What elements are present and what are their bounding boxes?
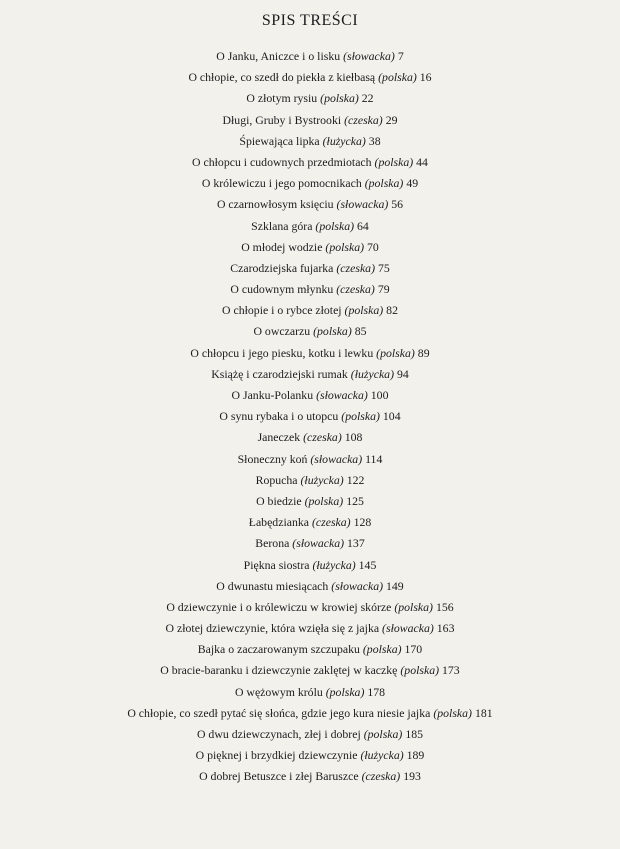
- toc-entry-title: Książę i czarodziejski rumak: [211, 366, 348, 381]
- toc-entry-title: Janeczek: [257, 430, 301, 445]
- toc-entry-origin: (słowacka): [292, 536, 345, 551]
- toc-entry-origin: (polska): [304, 493, 344, 508]
- toc-entry-origin: (polska): [320, 91, 359, 106]
- toc-entry-title: Słoneczny koń: [237, 451, 308, 466]
- toc-entry-title: Berona: [255, 536, 290, 551]
- toc-entry-title: O chłopie, co szedł do piekła z kiełbasą: [188, 70, 376, 85]
- toc-entry-title: O dwunastu miesiącach: [216, 578, 329, 593]
- toc-entry-origin: (łużycka): [322, 133, 366, 148]
- toc-entry: [0, 300, 620, 321]
- toc-entry-origin: (polska): [433, 705, 472, 720]
- toc-entry-page-number: 100: [370, 388, 389, 402]
- toc-entry-title: Bajka o zaczarowanym szczupaku: [197, 642, 360, 657]
- toc-entry: [0, 321, 620, 342]
- toc-entry-page-number: 137: [347, 536, 365, 551]
- toc-entry-page-number: 44: [416, 154, 428, 169]
- toc-entry-title: O dobrej Betuszce i złej Baruszce: [199, 769, 359, 784]
- toc-entry: [0, 110, 620, 131]
- toc-entry-origin: (polska): [374, 154, 414, 169]
- toc-entry-page-number: 114: [365, 451, 383, 466]
- toc-entry-title: Ropucha: [255, 472, 298, 487]
- toc-entry-page-number: 64: [357, 218, 369, 233]
- toc-entry-origin: (czeska): [336, 260, 376, 275]
- toc-entry-origin: (polska): [400, 663, 440, 678]
- page-title: SPIS TREŚCI: [261, 12, 359, 29]
- toc-entry-origin: (łużycka): [312, 557, 356, 572]
- toc-entry-page-number: 178: [367, 684, 386, 699]
- toc-entry: [0, 449, 620, 470]
- toc-entry-title: O Janku, Aniczce i o lisku: [216, 49, 341, 63]
- toc-entry-origin: (polska): [363, 727, 403, 741]
- toc-entry-title: O bracie-baranku i dziewczynie zaklętej w kaczkę: [160, 663, 398, 678]
- toc-entry: [0, 194, 620, 215]
- toc-entry: [0, 766, 620, 787]
- toc-entry-origin: (czeska): [336, 282, 375, 297]
- toc-entry-title: Piękna siostra: [243, 557, 310, 572]
- toc-entry-origin: (polska): [394, 599, 433, 614]
- toc-entry: [0, 279, 620, 300]
- toc-entry-page-number: 29: [385, 112, 398, 127]
- toc-entry-page-number: 156: [435, 599, 454, 614]
- toc-entry-title: O młodej wodzie: [241, 239, 323, 254]
- toc-entry-origin: (czeska): [303, 430, 342, 445]
- toc-entry-origin: (polska): [313, 324, 352, 339]
- toc-entry: [0, 385, 620, 406]
- toc-entry-origin: (czeska): [344, 112, 383, 127]
- toc-entry-origin: (słowacka): [316, 388, 368, 402]
- toc-entry: [0, 533, 620, 554]
- toc-entry-page-number: 125: [346, 493, 364, 508]
- toc-entry-origin: (polska): [344, 303, 384, 318]
- toc-entry: [0, 660, 620, 681]
- toc-entry-page-number: 173: [442, 663, 460, 678]
- toc-entry-title: Szklana góra: [251, 218, 313, 233]
- toc-entry-title: O chłopie, co szedł pytać się słońca, gdzie jego kura niesie jajka: [127, 705, 431, 720]
- toc-entry: [0, 88, 620, 109]
- toc-entry-page-number: 16: [419, 70, 432, 85]
- toc-entry-page-number: 94: [396, 366, 409, 381]
- toc-entry-origin: (polska): [362, 642, 402, 657]
- toc-entry-title: O dwu dziewczynach, złej i dobrej: [196, 727, 361, 741]
- toc-entry-page-number: 128: [353, 515, 372, 530]
- toc-entry-page-number: 56: [391, 197, 404, 212]
- toc-entry-origin: (polska): [315, 218, 355, 233]
- toc-entry-title: O Janku-Polanku: [231, 388, 314, 402]
- toc-entry: [0, 470, 620, 491]
- toc-entry-page-number: 79: [377, 282, 390, 297]
- toc-entry-title: O chłopie i o rybce złotej: [222, 303, 342, 318]
- toc-entry-origin: (słowacka): [331, 578, 384, 593]
- toc-entry: [0, 491, 620, 512]
- toc-entry: [0, 216, 620, 237]
- toc-entry-title: O wężowym królu: [234, 684, 323, 699]
- toc-entry: [0, 724, 620, 745]
- toc-entry-page-number: 104: [382, 409, 401, 424]
- toc-entry-origin: (łużycka): [360, 748, 404, 763]
- toc-entry-origin: (słowacka): [382, 621, 434, 636]
- toc-entry: [0, 173, 620, 194]
- toc-entry-title: O królewiczu i jego pomocnikach: [201, 176, 362, 191]
- toc-entry-page-number: 7: [397, 49, 404, 63]
- toc-entry-origin: (polska): [341, 409, 380, 424]
- toc-entry-title: O biedzie: [256, 493, 302, 508]
- toc-entry-origin: (łużycka): [350, 366, 395, 381]
- toc-entry: [0, 512, 620, 533]
- toc-entry: [0, 555, 620, 576]
- toc-entry: [0, 682, 620, 703]
- toc-entry-title: O czarnowłosym księciu: [216, 197, 334, 212]
- toc-entry-page-number: 149: [386, 578, 404, 593]
- toc-entry-origin: (czeska): [311, 515, 351, 530]
- toc-entry-origin: (słowacka): [343, 49, 395, 63]
- toc-entry-origin: (łużycka): [300, 472, 344, 487]
- toc-entry: [0, 618, 620, 639]
- toc-entry-page-number: 49: [406, 176, 419, 191]
- toc-entry-title: Czarodziejska fujarka: [230, 260, 334, 275]
- toc-entry-origin: (polska): [325, 684, 365, 699]
- toc-entry-page-number: 38: [368, 133, 381, 148]
- toc-entry-origin: (polska): [376, 345, 415, 360]
- toc-entry-origin: (czeska): [361, 769, 401, 784]
- toc-entry-page-number: 185: [405, 727, 424, 741]
- toc-entry-page-number: 108: [344, 430, 363, 445]
- toc-entry-title: O chłopcu i jego piesku, kotku i lewku: [190, 345, 374, 360]
- toc-entry-page-number: 22: [361, 91, 374, 106]
- toc-entry: [0, 258, 620, 279]
- toc-entry-title: O cudownym młynku: [230, 282, 334, 297]
- toc-entry-page-number: 85: [354, 324, 367, 339]
- toc-entry: [0, 703, 620, 724]
- toc-entry-origin: (słowacka): [336, 197, 389, 212]
- toc-entry-page-number: 193: [403, 769, 421, 784]
- toc-entry-page-number: 163: [436, 621, 455, 636]
- toc-entry-title: O złotym rysiu: [246, 91, 318, 106]
- toc-entry: [0, 46, 620, 67]
- toc-entry-title: O synu rybaka i o utopcu: [219, 409, 339, 424]
- toc-entry-page-number: 122: [346, 472, 365, 487]
- toc-entry: [0, 597, 620, 618]
- toc-entry-page-number: 70: [367, 239, 379, 254]
- toc-entry: [0, 237, 620, 258]
- toc-entry: [0, 406, 620, 427]
- toc-entry: [0, 152, 620, 173]
- toc-entry-page-number: 145: [358, 557, 377, 572]
- toc-entry: [0, 639, 620, 660]
- toc-entry: [0, 745, 620, 766]
- toc-entry-title: O dziewczynie i o królewiczu w krowiej skórze: [166, 599, 392, 614]
- toc-entry-title: Długi, Gruby i Bystrooki: [222, 112, 342, 127]
- toc-entry-title: O owczarzu: [253, 324, 311, 339]
- toc-entry-title: Śpiewająca lipka: [239, 133, 320, 148]
- toc-entry-title: O chłopcu i cudownych przedmiotach: [192, 154, 372, 169]
- toc-entry-title: Łabędzianka: [248, 515, 309, 530]
- toc-entry-page-number: 189: [406, 748, 425, 763]
- toc-entry: [0, 427, 620, 448]
- toc-entry-page-number: 170: [404, 642, 423, 657]
- toc-entry-origin: (słowacka): [310, 451, 363, 466]
- toc-entry: [0, 131, 620, 152]
- table-of-contents: [0, 46, 620, 788]
- toc-entry-page-number: 181: [474, 705, 493, 720]
- toc-entry: [0, 343, 620, 364]
- toc-entry: [0, 576, 620, 597]
- toc-entry-page-number: 89: [417, 345, 430, 360]
- toc-entry-title: O pięknej i brzydkiej dziewczynie: [195, 748, 358, 763]
- toc-entry-title: O złotej dziewczynie, która wzięła się z jajka: [165, 621, 380, 636]
- toc-entry-page-number: 75: [377, 260, 390, 275]
- toc-entry-origin: (polska): [364, 176, 404, 191]
- toc-entry-origin: (polska): [325, 239, 365, 254]
- toc-entry: [0, 364, 620, 385]
- toc-entry-page-number: 82: [386, 303, 398, 318]
- toc-entry-origin: (polska): [378, 70, 417, 85]
- toc-entry: [0, 67, 620, 88]
